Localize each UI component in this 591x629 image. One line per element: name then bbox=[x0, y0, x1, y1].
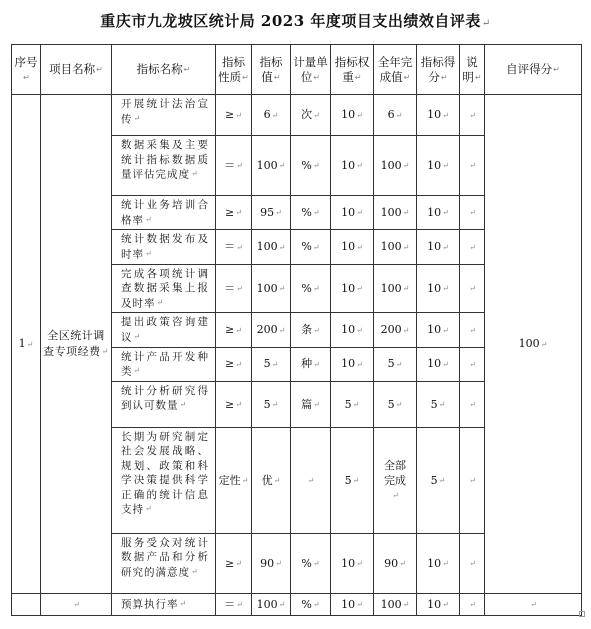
indicator-note: ↵ bbox=[460, 230, 485, 264]
budget-unit: %↵ bbox=[291, 593, 331, 615]
indicator-note: ↵ bbox=[460, 313, 485, 347]
header-annual: 全年完成值↵ bbox=[374, 45, 417, 95]
indicator-note: ↵ bbox=[460, 427, 485, 533]
budget-nature: ＝↵ bbox=[216, 593, 252, 615]
header-row bbox=[12, 45, 582, 95]
indicator-annual: 90↵ bbox=[374, 533, 417, 593]
budget-row bbox=[12, 593, 582, 615]
indicator-unit: %↵ bbox=[291, 264, 331, 313]
budget-project: ↵ bbox=[41, 593, 112, 615]
budget-score: 10↵ bbox=[417, 593, 460, 615]
budget-value: 100↵ bbox=[252, 593, 291, 615]
indicator-score: 10↵ bbox=[417, 230, 460, 264]
indicator-note: ↵ bbox=[460, 264, 485, 313]
indicator-annual: 5↵ bbox=[374, 347, 417, 381]
return-mark-icon: ↵ bbox=[481, 18, 491, 29]
header-self-score: 自评得分↵ bbox=[485, 45, 582, 95]
indicator-note: ↵ bbox=[460, 136, 485, 196]
indicator-weight: 10↵ bbox=[331, 230, 374, 264]
indicator-name: 统计业务培训合格率↵ bbox=[112, 196, 216, 230]
header-nature: 指标性质↵ bbox=[216, 45, 252, 95]
indicator-unit: %↵ bbox=[291, 136, 331, 196]
header-seq: 序号↵ bbox=[12, 45, 41, 95]
indicator-weight: 10↵ bbox=[331, 196, 374, 230]
indicator-weight: 10↵ bbox=[331, 264, 374, 313]
page-title bbox=[0, 10, 591, 31]
indicator-name: 统计产品开发种类↵ bbox=[112, 347, 216, 381]
indicator-score: 10↵ bbox=[417, 95, 460, 136]
table-row bbox=[12, 95, 582, 136]
indicator-weight: 10↵ bbox=[331, 95, 374, 136]
indicator-annual: 6↵ bbox=[374, 95, 417, 136]
indicator-weight: 10↵ bbox=[331, 347, 374, 381]
table-corner-marker bbox=[579, 611, 585, 617]
indicator-note: ↵ bbox=[460, 347, 485, 381]
indicator-annual: 5↵ bbox=[374, 381, 417, 427]
header-weight: 指标权重↵ bbox=[331, 45, 374, 95]
indicator-name: 完成各项统计调查数据采集上报及时率↵ bbox=[112, 264, 216, 313]
indicator-annual: 100↵ bbox=[374, 230, 417, 264]
indicator-value: 5↵ bbox=[252, 381, 291, 427]
indicator-weight: 5↵ bbox=[331, 381, 374, 427]
indicator-unit: 篇↵ bbox=[291, 381, 331, 427]
indicator-value: 5↵ bbox=[252, 347, 291, 381]
indicator-unit: 种↵ bbox=[291, 347, 331, 381]
budget-note: ↵ bbox=[460, 593, 485, 615]
seq-cell: 1↵ bbox=[12, 95, 41, 594]
indicator-weight: 10↵ bbox=[331, 313, 374, 347]
indicator-note: ↵ bbox=[460, 196, 485, 230]
budget-indicator-name: 预算执行率↵ bbox=[112, 593, 216, 615]
indicator-score: 5↵ bbox=[417, 381, 460, 427]
indicator-note: ↵ bbox=[460, 95, 485, 136]
indicator-score: 10↵ bbox=[417, 533, 460, 593]
header-value: 指标值↵ bbox=[252, 45, 291, 95]
indicator-unit: 条↵ bbox=[291, 313, 331, 347]
indicator-name: 服务受众对统计数据产品和分析研究的满意度↵ bbox=[112, 533, 216, 593]
indicator-weight: 5↵ bbox=[331, 427, 374, 533]
indicator-score: 10↵ bbox=[417, 313, 460, 347]
indicator-name: 统计数据发布及时率↵ bbox=[112, 230, 216, 264]
indicator-value: 100↵ bbox=[252, 136, 291, 196]
performance-table bbox=[11, 44, 582, 616]
indicator-nature: ≥↵ bbox=[216, 196, 252, 230]
indicator-nature: ＝↵ bbox=[216, 230, 252, 264]
header-project: 项目名称↵ bbox=[41, 45, 112, 95]
header-note: 说明↵ bbox=[460, 45, 485, 95]
self-score-cell: 100↵ bbox=[485, 95, 582, 594]
indicator-unit: 次↵ bbox=[291, 95, 331, 136]
indicator-unit: %↵ bbox=[291, 196, 331, 230]
indicator-score: 10↵ bbox=[417, 264, 460, 313]
indicator-annual: 全部完成↵ bbox=[374, 427, 417, 533]
indicator-nature: 定性↵ bbox=[216, 427, 252, 533]
indicator-name: 统计分析研究得到认可数量↵ bbox=[112, 381, 216, 427]
indicator-weight: 10↵ bbox=[331, 533, 374, 593]
indicator-value: 6↵ bbox=[252, 95, 291, 136]
indicator-value: 200↵ bbox=[252, 313, 291, 347]
indicator-score: 5↵ bbox=[417, 427, 460, 533]
indicator-value: 100↵ bbox=[252, 230, 291, 264]
budget-annual: 100↵ bbox=[374, 593, 417, 615]
indicator-nature: ＝↵ bbox=[216, 136, 252, 196]
budget-weight: 10↵ bbox=[331, 593, 374, 615]
indicator-score: 10↵ bbox=[417, 136, 460, 196]
indicator-name: 长期为研究制定社会发展战略、规划、政策和科学决策提供科学正确的统计信息支持↵ bbox=[112, 427, 216, 533]
indicator-name: 开展统计法治宣传↵ bbox=[112, 95, 216, 136]
indicator-unit: ↵ bbox=[291, 427, 331, 533]
indicator-annual: 200↵ bbox=[374, 313, 417, 347]
indicator-nature: ＝↵ bbox=[216, 264, 252, 313]
budget-seq bbox=[12, 593, 41, 615]
indicator-name: 提出政策咨询建议↵ bbox=[112, 313, 216, 347]
indicator-unit: %↵ bbox=[291, 230, 331, 264]
indicator-note: ↵ bbox=[460, 381, 485, 427]
indicator-value: 90↵ bbox=[252, 533, 291, 593]
indicator-annual: 100↵ bbox=[374, 196, 417, 230]
budget-self-score: ↵ bbox=[485, 593, 582, 615]
header-score: 指标得分↵ bbox=[417, 45, 460, 95]
indicator-annual: 100↵ bbox=[374, 136, 417, 196]
indicator-value: 100↵ bbox=[252, 264, 291, 313]
indicator-value: 95↵ bbox=[252, 196, 291, 230]
project-name-cell: 全区统计调查专项经费↵ bbox=[41, 95, 112, 594]
title-text: 重庆市九龙坡区统计局 2023 年度项目支出绩效自评表 bbox=[100, 12, 481, 30]
header-unit: 计量单位↵ bbox=[291, 45, 331, 95]
indicator-unit: %↵ bbox=[291, 533, 331, 593]
indicator-score: 10↵ bbox=[417, 347, 460, 381]
indicator-annual: 100↵ bbox=[374, 264, 417, 313]
header-indicator: 指标名称↵ bbox=[112, 45, 216, 95]
indicator-nature: ≥↵ bbox=[216, 381, 252, 427]
indicator-value: 优↵ bbox=[252, 427, 291, 533]
indicator-nature: ≥↵ bbox=[216, 533, 252, 593]
indicator-nature: ≥↵ bbox=[216, 313, 252, 347]
indicator-weight: 10↵ bbox=[331, 136, 374, 196]
indicator-score: 10↵ bbox=[417, 196, 460, 230]
indicator-note: ↵ bbox=[460, 533, 485, 593]
indicator-nature: ≥↵ bbox=[216, 95, 252, 136]
indicator-name: 数据采集及主要统计指标数据质量评估完成度↵ bbox=[112, 136, 216, 196]
indicator-nature: ≥↵ bbox=[216, 347, 252, 381]
